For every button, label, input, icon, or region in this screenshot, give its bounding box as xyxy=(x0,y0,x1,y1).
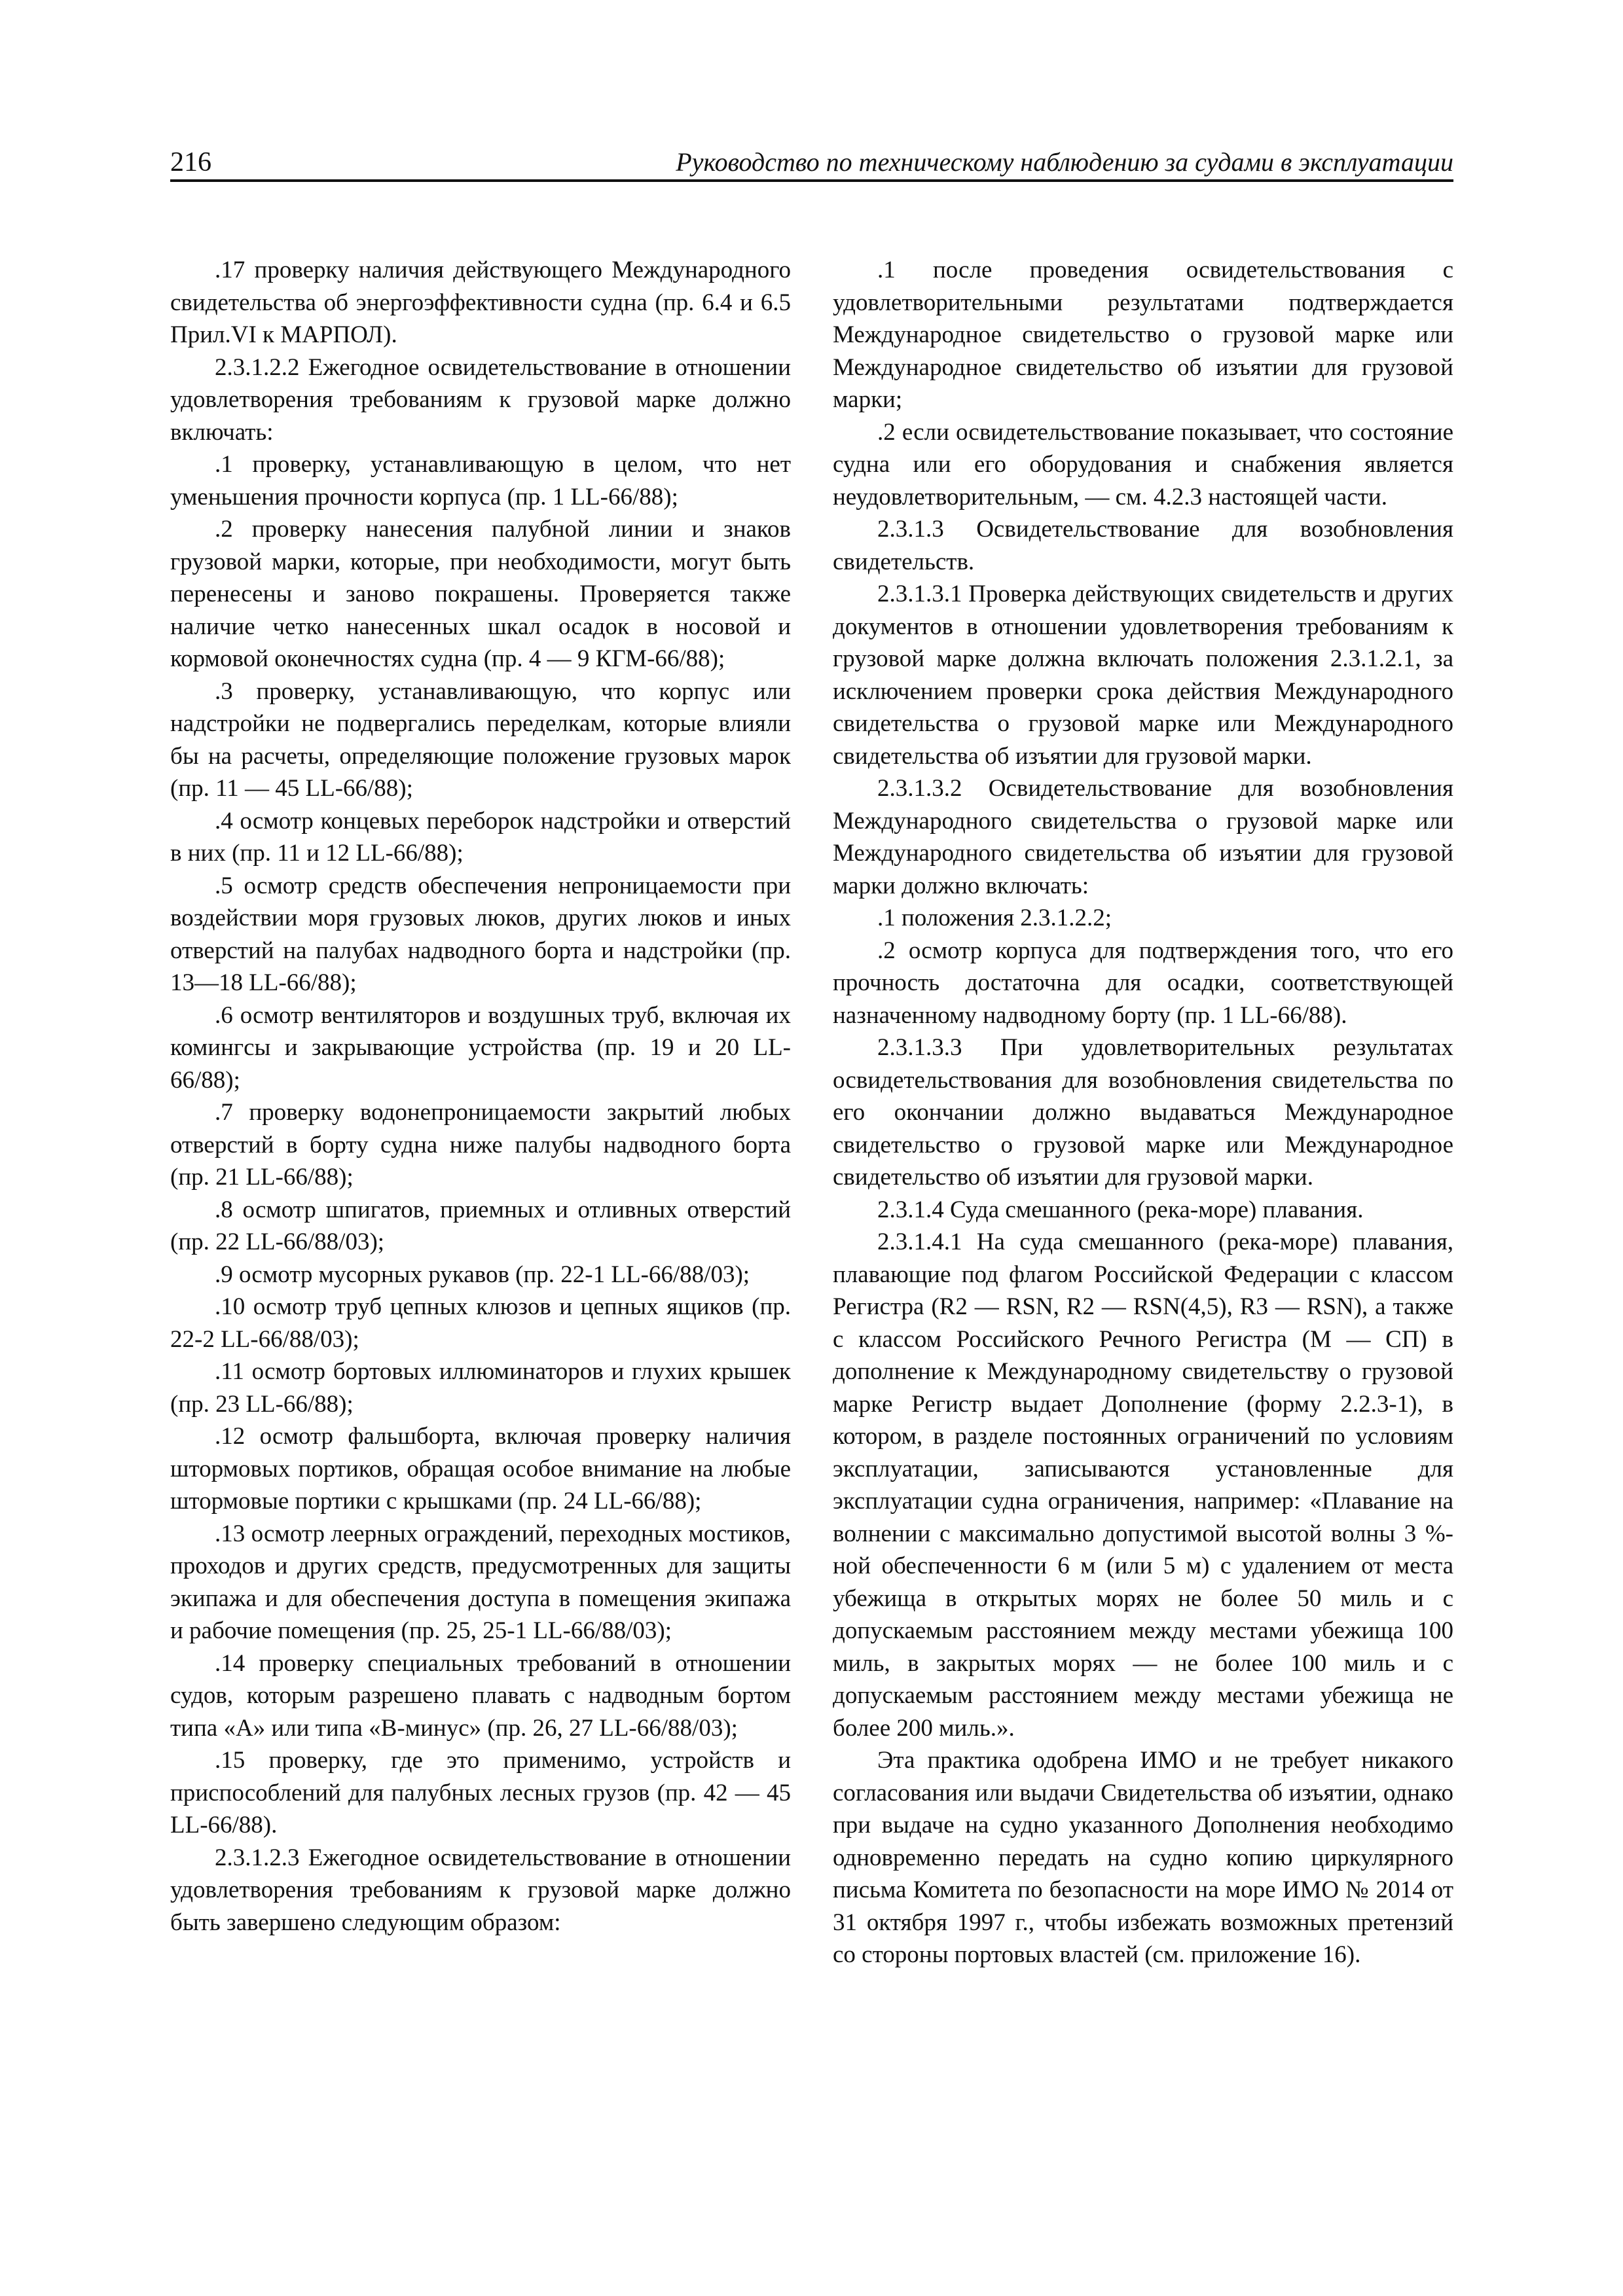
paragraph: 2.3.1.4 Суда смешанного (река-море) плавания. xyxy=(877,1196,1364,1223)
paragraph: .15 проверку, где это применимо, устройств и приспособлений для палубных лесных грузов (пр. 42 — 45 LL-66/88). xyxy=(170,1747,791,1839)
paragraph: .4 осмотр концевых переборок надстройки и отверстий в них (пр. 11 и 12 LL-66/88); xyxy=(170,807,791,867)
paragraph: .10 осмотр труб цепных клюзов и цепных ящиков (пр. 22-2 LL-66/88/03); xyxy=(170,1293,791,1353)
paragraph: 2.3.1.2.2 Ежегодное освидетельствование в отношении удовлетворения требованиям к грузовой марке должно включать: xyxy=(170,353,791,446)
left-column xyxy=(170,254,791,1939)
paragraph: 2.3.1.3 Освидетельствование для возобновления свидетельств. xyxy=(833,516,1453,575)
paragraph: .2 если освидетельствование показывает, что состояние судна или его оборудования и снабжения является неудовлетворительным, — см. 4.2.3 настоящей части. xyxy=(833,418,1453,511)
paragraph: .6 осмотр вентиляторов и воздушных труб, включая их комингсы и закрывающие устройства (пр. 19 и 20 LL-66/88); xyxy=(170,1001,791,1094)
paragraph: Эта практика одобрена ИМО и не требует никакого согласования или выдачи Свидетельства об изъятии, однако при выдаче на судно указанного Дополнения необходимо одновременно передать на судно копию циркулярного письма Комитета по безопасности на море ИМО № 2014 от 31 октября 1997 г., чтобы избежать возможных претензий со стороны портовых властей (см. приложение 16). xyxy=(833,1747,1453,1968)
right-column xyxy=(833,254,1453,1971)
paragraph: .1 после проведения освидетельствования с удовлетворительными результатами подтверждается Международное свидетельство о грузовой марке или Международное свидетельство об изъятии для грузовой марки; xyxy=(833,257,1453,413)
paragraph: .3 проверку, устанавливающую, что корпус или надстройки не подвергались переделкам, которые влияли бы на расчеты, определяющие положение грузовых марок (пр. 11 — 45 LL-66/88); xyxy=(170,677,791,802)
paragraph: .13 осмотр леерных ограждений, переходных мостиков, проходов и других средств, предусмотренных для защиты экипажа и для обеспечения доступа в помещения экипажа и рабочие помещения (пр. 25, 25-1 LL-66/88/03); xyxy=(170,1520,791,1644)
header-rule xyxy=(170,179,1453,182)
paragraph: .1 проверку, устанавливающую в целом, что нет уменьшения прочности корпуса (пр. 1 LL-66/88); xyxy=(170,451,791,511)
page-header xyxy=(170,145,1453,179)
paragraph: 2.3.1.4.1 На суда смешанного (река-море) плавания, плавающие под флагом Российской Федерации с классом Регистра (R2 — RSN, R2 — RSN(4,5), R3 — RSN), а также с классом Российского Речного Регистра (М — СП) в дополнение к Международному свидетельству о грузовой марке Регистр выдает Дополнение (форму 2.2.3-1), в котором, в разделе постоянных ограничений по условиям эксплуатации, записываются установленные для эксплуатации судна ограничения, например: «Плавание на волнении с максимально допустимой высотой волны 3 %-ной обеспеченности 6 м (или 5 м) с удалением от места убежища в открытых морях не более 50 миль и с допускаемым расстоянием между местами убежища 100 миль, в закрытых морях — не более 100 миль и с допускаемым расстоянием между местами убежища не более 200 миль.». xyxy=(833,1229,1453,1742)
page-number: 216 xyxy=(170,147,211,177)
paragraph: .7 проверку водонепроницаемости закрытий любых отверстий в борту судна ниже палубы надводного борта (пр. 21 LL-66/88); xyxy=(170,1099,791,1191)
paragraph: 2.3.1.3.3 При удовлетворительных результатах освидетельствования для возобновления свидетельства по его окончании должно выдаваться Международное свидетельство о грузовой марке или Международное свидетельство об изъятии для грузовой марки. xyxy=(833,1034,1453,1191)
paragraph: 2.3.1.3.1 Проверка действующих свидетельств и других документов в отношении удовлетворения требованиям к грузовой марке должна включать положения 2.3.1.2.1, за исключением проверки срока действия Международного свидетельства о грузовой марке или Международного свидетельства об изъятии для грузовой марки. xyxy=(833,581,1453,770)
running-title: Руководство по техническому наблюдению за судами в эксплуатации xyxy=(676,147,1453,177)
paragraph: .14 проверку специальных требований в отношении судов, которым разрешено плавать с надводным бортом типа «А» или типа «В-минус» (пр. 26, 27 LL-66/88/03); xyxy=(170,1649,791,1742)
paragraph: .9 осмотр мусорных рукавов (пр. 22-1 LL-66/88/03); xyxy=(215,1261,750,1288)
paragraph: .11 осмотр бортовых иллюминаторов и глухих крышек (пр. 23 LL-66/88); xyxy=(170,1358,791,1418)
paragraph: 2.3.1.3.2 Освидетельствование для возобновления Международного свидетельства о грузовой марке или Международного свидетельства об изъятии для грузовой марки должно включать: xyxy=(833,775,1453,899)
paragraph: .2 проверку нанесения палубной линии и знаков грузовой марки, которые, при необходимости, могут быть перенесены и заново покрашены. Проверяется также наличие четко нанесенных шкал осадок в носовой и кормовой оконечностях судна (пр. 4 — 9 КГМ-66/88); xyxy=(170,516,791,672)
paragraph: .12 осмотр фальшборта, включая проверку наличия штормовых портиков, обращая особое внимание на любые штормовые портики с крышками (пр. 24 LL-66/88); xyxy=(170,1423,791,1515)
paragraph: .1 положения 2.3.1.2.2; xyxy=(877,905,1112,931)
paragraph: .8 осмотр шпигатов, приемных и отливных отверстий (пр. 22 LL-66/88/03); xyxy=(170,1196,791,1255)
paragraph: .17 проверку наличия действующего Международного свидетельства об энергоэффективности судна (пр. 6.4 и 6.5 Прил.VI к МАРПОЛ). xyxy=(170,257,791,348)
paragraph: 2.3.1.2.3 Ежегодное освидетельствование в отношении удовлетворения требованиям к грузовой марке должно быть завершено следующим образом: xyxy=(170,1844,791,1936)
paragraph: .2 осмотр корпуса для подтверждения того, что его прочность достаточна для осадки, соответствующей назначенному надводному борту (пр. 1 LL-66/88). xyxy=(833,937,1453,1029)
paragraph: .5 осмотр средств обеспечения непроницаемости при воздействии моря грузовых люков, других люков и иных отверстий на палубах надводного борта и надстройки (пр. 13—18 LL-66/88); xyxy=(170,872,791,996)
